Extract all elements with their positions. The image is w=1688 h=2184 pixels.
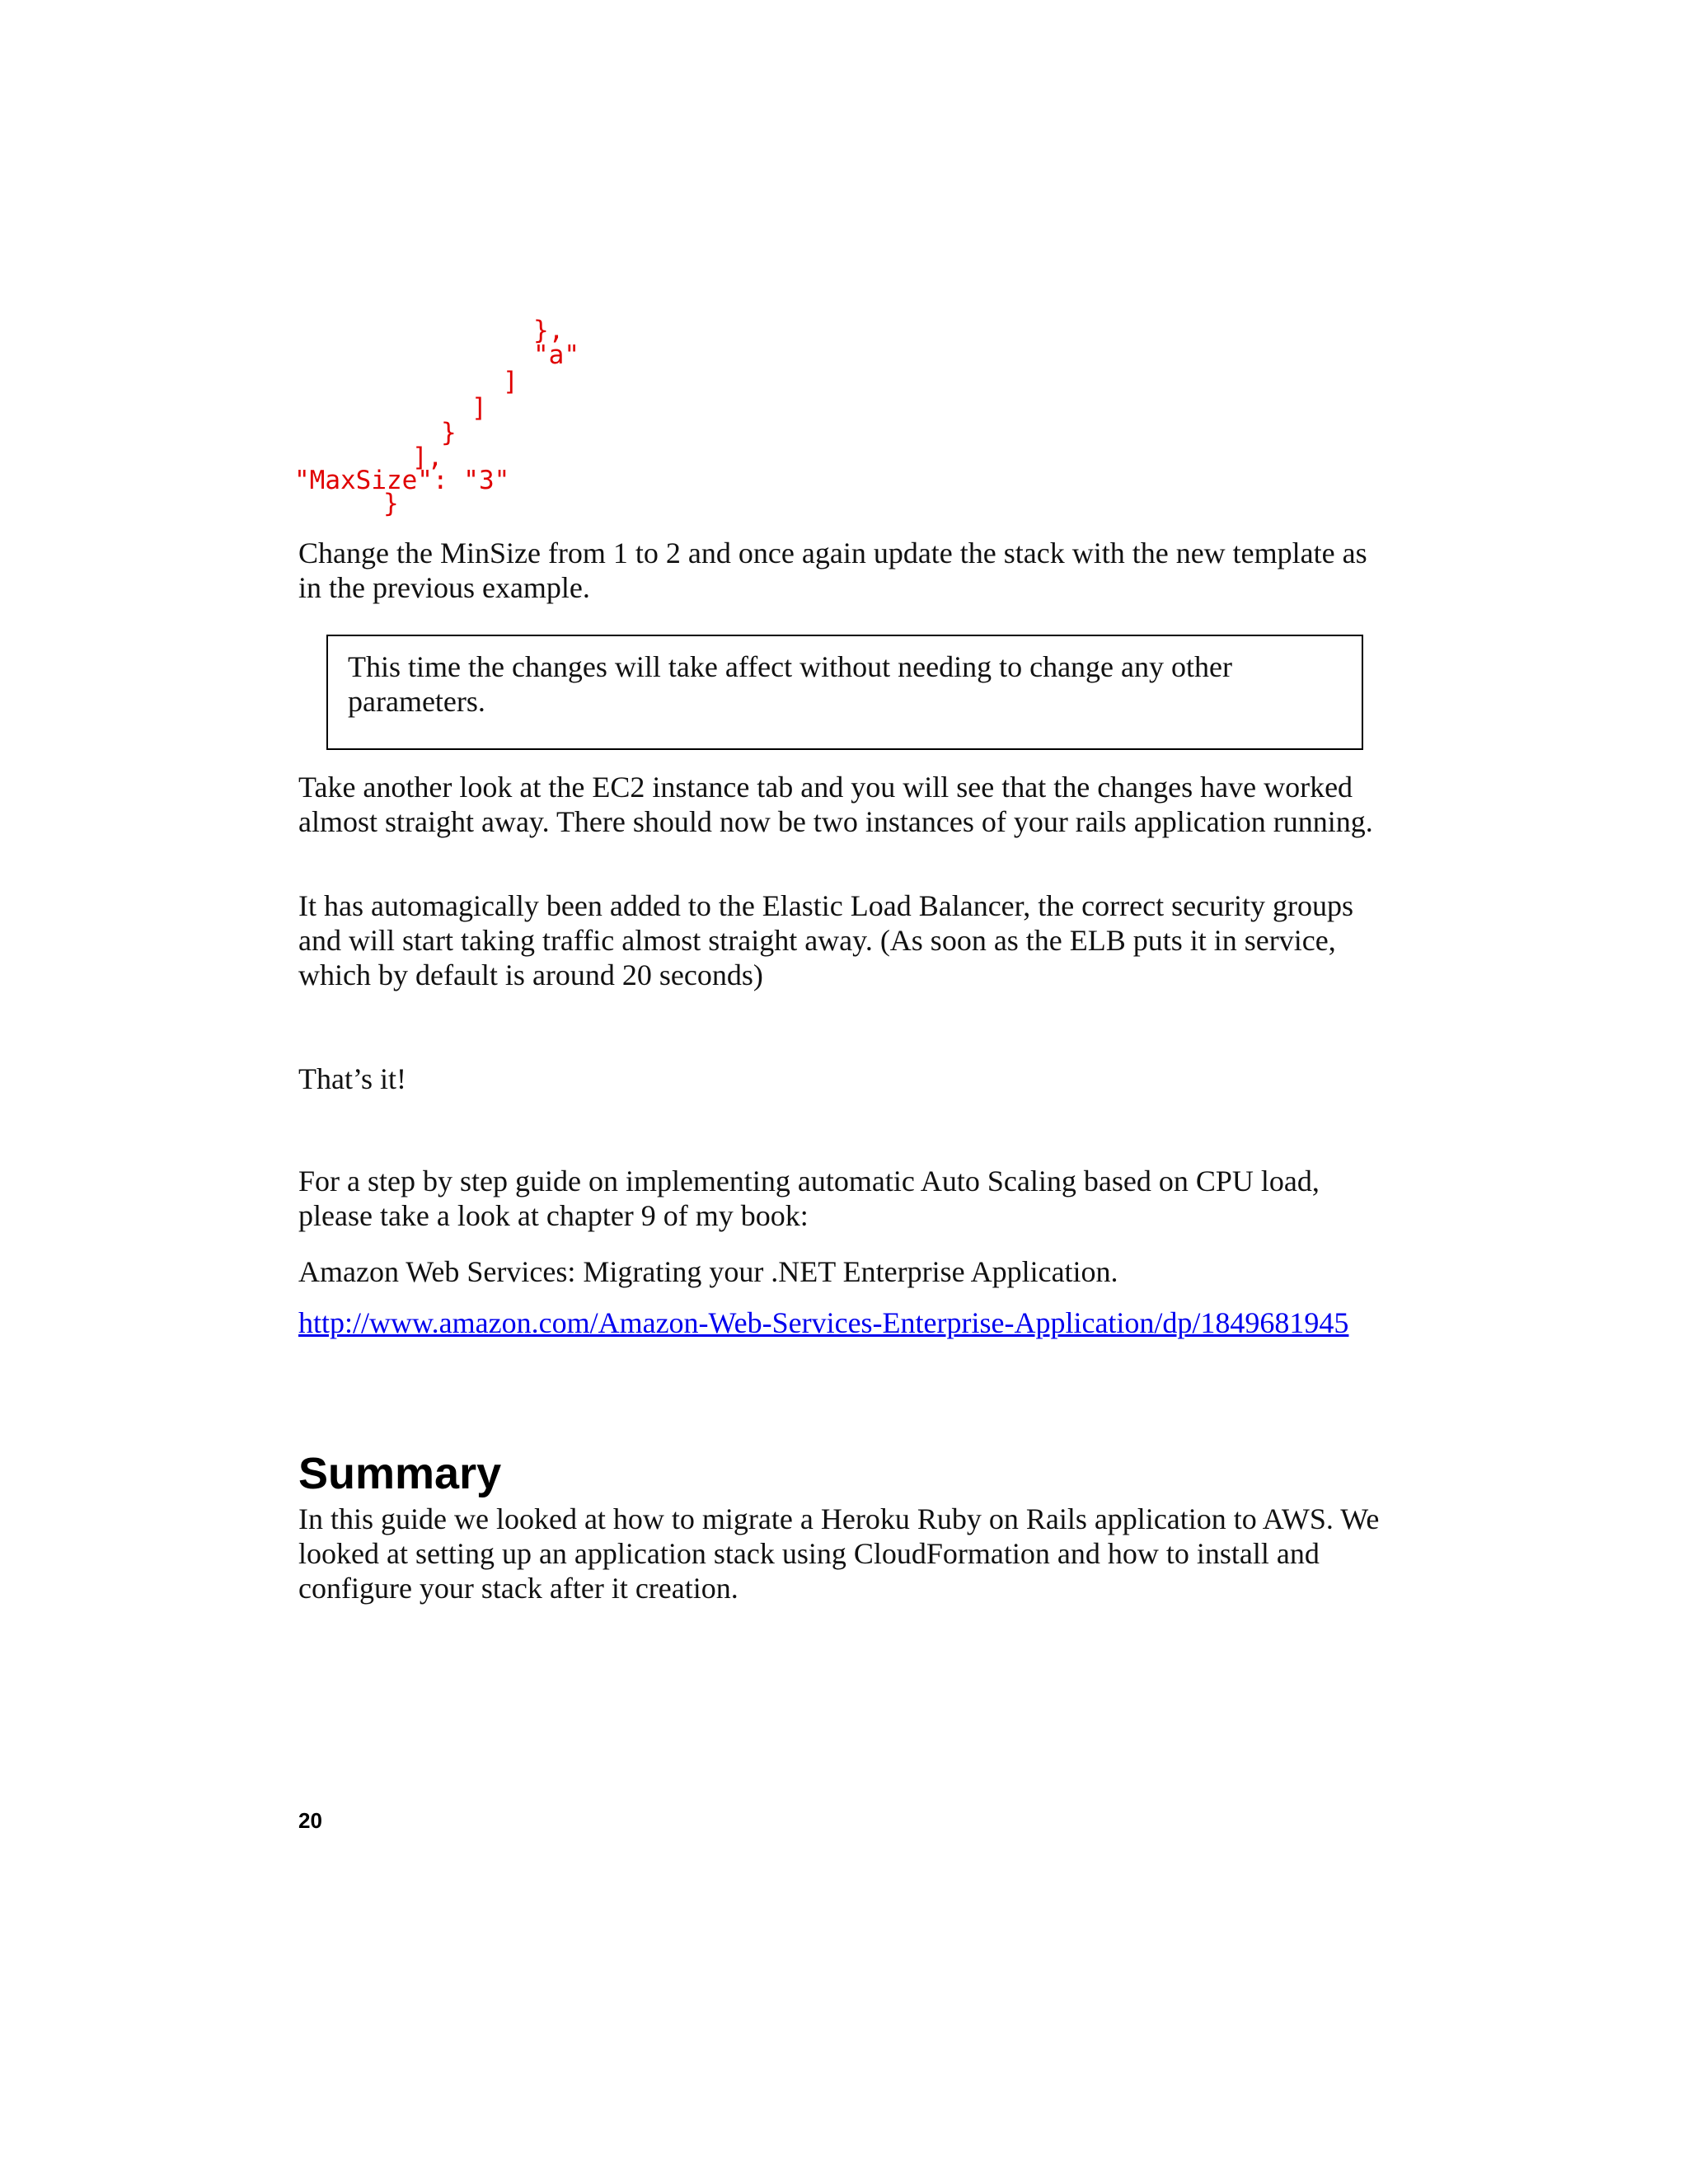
- book-link[interactable]: http://www.amazon.com/Amazon-Web-Services-Enterprise-Application/dp/1849681945: [298, 1306, 1349, 1339]
- code-line-1: },: [533, 316, 565, 345]
- code-line-6: ],: [412, 443, 443, 472]
- paragraph-change-minsize: Change the MinSize from 1 to 2 and once again update the stack with the new template as in the previous example.: [298, 537, 1367, 604]
- paragraph-elb: It has automagically been added to the Elastic Load Balancer, the correct security groups and will start taking traffic almost straight away. (As soon as the ELB puts it in service, which by default is around 20 seconds): [298, 889, 1354, 991]
- code-line-2: "a": [533, 340, 579, 370]
- paragraph-guide: For a step by step guide on implementing automatic Auto Scaling based on CPU load, please take a look at chapter 9 of my book:: [298, 1165, 1320, 1232]
- code-line-8: }: [383, 489, 399, 518]
- paragraph-book-title: Amazon Web Services: Migrating your .NET Enterprise Application.: [298, 1255, 1118, 1288]
- summary-body: In this guide we looked at how to migrate a Heroku Ruby on Rails application to AWS. We looked at setting up an application stack using CloudFormation and how to install and configure your stack after it creation.: [298, 1502, 1380, 1605]
- note-text: This time the changes will take affect without needing to change any other parameters.: [348, 650, 1232, 718]
- code-line-7: "MaxSize": "3": [294, 466, 510, 495]
- code-line-5: }: [441, 418, 457, 448]
- note-box: [326, 635, 1363, 750]
- code-line-4: ]: [471, 393, 487, 423]
- summary-heading: Summary: [298, 1449, 502, 1498]
- paragraph-thats-it: That’s it!: [298, 1062, 406, 1095]
- page-number: 20: [298, 1808, 322, 1833]
- paragraph-ec2-tab: Take another look at the EC2 instance tab and you will see that the changes have worked almost straight away. There should now be two instances of your rails application running.: [298, 771, 1373, 838]
- code-line-3: ]: [503, 367, 518, 396]
